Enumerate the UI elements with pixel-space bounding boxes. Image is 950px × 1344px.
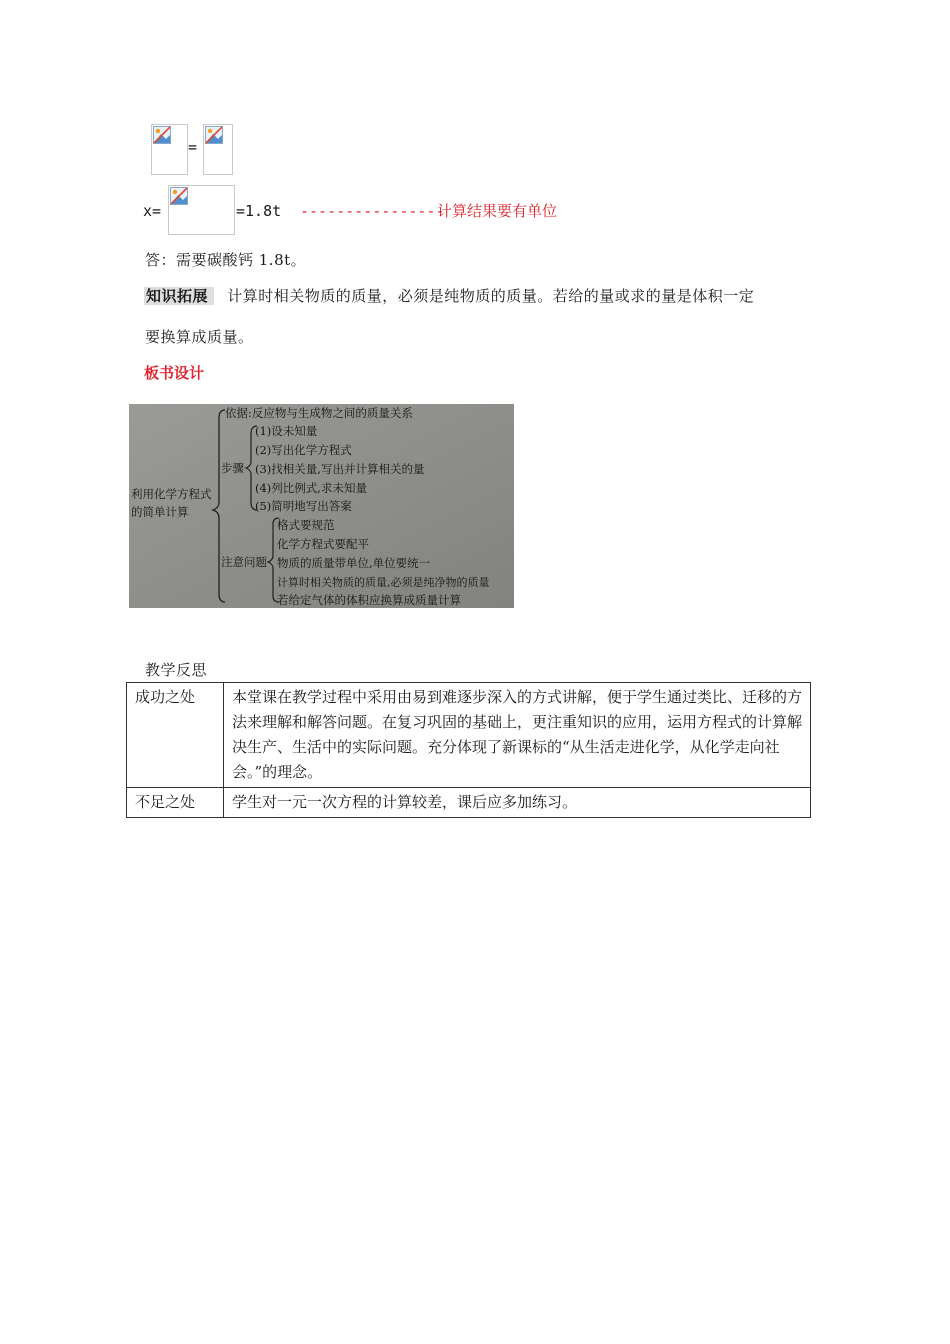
equals-sign: = (188, 138, 198, 156)
broken-image-icon (153, 126, 171, 144)
board-step-4: (4)列比例式,求未知量 (255, 481, 367, 495)
board-note-5: 若给定气体的体积应换算成质量计算 (277, 593, 461, 607)
reflection-title: 教学反思 (145, 661, 208, 679)
table-row (127, 683, 811, 788)
knowledge-paragraph (144, 285, 824, 306)
dash-leader: ---------------- (300, 202, 445, 220)
answer-text: 答：需要碳酸钙 1.8t。 (145, 251, 307, 269)
knowledge-label: 知识拓展 (144, 287, 214, 305)
board-step-2: (2)写出化学方程式 (255, 443, 352, 457)
board-step-3: (3)找相关量,写出并计算相关的量 (255, 462, 425, 476)
board-title: 板书设计 (144, 364, 205, 382)
formula-image-right (203, 124, 233, 175)
board-step-5: (5)简明地写出答案 (255, 499, 352, 513)
blackboard-photo (129, 404, 514, 608)
unit-note: 计算结果要有单位 (437, 202, 558, 220)
board-basis: 依据:反应物与生成物之间的质量关系 (225, 406, 413, 420)
reflection-table (126, 682, 811, 818)
table-row (127, 788, 811, 818)
formula-image-left (151, 124, 188, 175)
knowledge-line1: 计算时相关物质的质量，必须是纯物质的质量。若给的量或求的量是体积一定 (227, 287, 755, 305)
formula-result: =1.8t (236, 202, 282, 220)
board-root-line1: 利用化学方程式 (131, 487, 212, 501)
board-note-1: 格式要规范 (277, 518, 335, 532)
board-note-3: 物质的质量带单位,单位要统一 (277, 556, 431, 570)
board-note-4: 计算时相关物质的质量,必须是纯净物的质量 (277, 576, 490, 589)
board-root-line2: 的简单计算 (131, 505, 189, 519)
board-notes-label: 注意问题 (221, 555, 267, 569)
board-note-2: 化学方程式要配平 (277, 537, 369, 551)
row-header-shortcoming: 不足之处 (127, 788, 224, 818)
broken-image-icon (170, 187, 188, 205)
x-prefix: x= (143, 202, 162, 220)
board-steps-label: 步骤 (221, 461, 244, 475)
board-step-1: (1)设未知量 (255, 424, 318, 438)
knowledge-line2: 要换算成质量。 (145, 328, 254, 346)
formula-image-fraction (168, 185, 235, 235)
row-content-shortcoming: 学生对一元一次方程的计算较差，课后应多加练习。 (224, 788, 811, 818)
row-content-success: 本堂课在教学过程中采用由易到难逐步深入的方式讲解，便于学生通过类比、迁移的方法来理解和解答问题。在复习巩固的基础上，更注重知识的应用，运用方程式的计算解决生产、生活中的实际问题。充分体现了新课标的“从生活走进化学，从化学走向社会。”的理念。 (224, 683, 811, 788)
broken-image-icon (205, 126, 223, 144)
row-header-success: 成功之处 (127, 683, 224, 788)
